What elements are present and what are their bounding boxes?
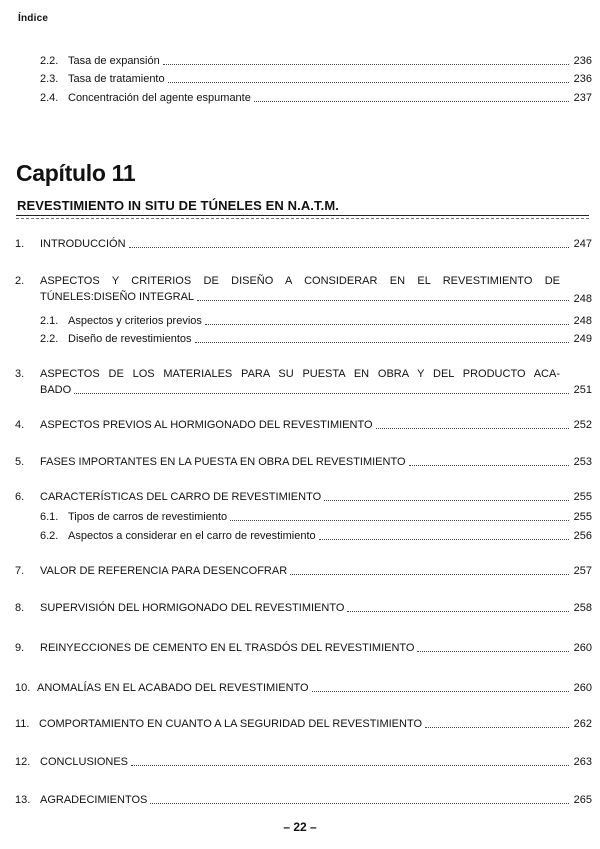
entry-page-number: 249 [573,333,592,345]
entry-title: FASES IMPORTANTES EN LA PUESTA EN OBRA DEL REVESTIMIENTO [40,456,406,468]
entry-title: ASPECTOS PREVIOS AL HORMIGONADO DEL REVESTIMIENTO [40,419,373,431]
entry-number: 7. [15,565,25,577]
entry-page-number: 260 [573,642,592,654]
dot-leader [168,73,569,83]
chapter-divider [16,215,589,216]
entry-page-number: 255 [573,511,592,523]
entry-page-number: 255 [573,491,592,503]
entry-page-number: 260 [573,682,592,694]
toc-entry-2-2b[interactable] [40,333,592,346]
toc-entry-2-3[interactable] [40,73,592,86]
toc-entry-5[interactable] [15,456,592,469]
toc-entry-11[interactable] [15,718,592,731]
entry-page-number: 265 [573,794,592,806]
entry-number: 2.1. [40,315,59,327]
entry-title: COMPORTAMIENTO EN CUANTO A LA SEGURIDAD DEL REVESTIMIENTO [39,718,423,730]
dot-leader [417,642,569,652]
toc-entry-6-2[interactable] [40,530,592,543]
entry-title-line2: BADO [40,384,72,396]
chapter-title: Capítulo 11 [16,160,136,186]
entry-page-number: 236 [573,55,592,67]
entry-page-number: 253 [573,456,592,468]
entry-number: 2.4. [40,92,59,104]
chapter-divider-dashed [16,218,589,219]
dot-leader [376,419,569,429]
entry-title: Tipos de carros de revestimiento [68,511,228,523]
toc-entry-13[interactable] [15,794,592,807]
entry-title: AGRADECIMIENTOS [40,794,148,806]
entry-title: ANOMALÍAS EN EL ACABADO DEL REVESTIMIENTO [37,682,309,694]
entry-number: 6.2. [40,530,59,542]
entry-title: Concentración del agente espumante [68,92,251,104]
entry-title-line2: TÚNELES:DISEÑO INTEGRAL [40,291,195,303]
entry-title: Aspectos y criterios previos [68,315,202,327]
entry-number: 6.1. [40,511,59,523]
entry-number: 8. [15,602,25,614]
entry-page-number: 237 [573,92,592,104]
toc-entry-3-line1[interactable] [15,368,560,381]
dot-leader [312,682,569,692]
dot-leader [425,718,569,728]
entry-number: 12. [15,756,31,768]
dot-leader [290,565,569,575]
entry-page-number: 263 [573,756,592,768]
entry-page-number: 251 [573,384,592,396]
dot-leader [163,55,569,65]
entry-page-number: 248 [573,315,592,327]
toc-entry-6-1[interactable] [40,511,592,524]
dot-leader [347,602,569,612]
dot-leader [150,794,569,804]
page-header: Índice [18,13,49,24]
toc-entry-8[interactable] [15,602,592,615]
entry-title: CARACTERÍSTICAS DEL CARRO DE REVESTIMIENTO [40,491,322,503]
chapter-subtitle: REVESTIMIENTO IN SITU DE TÚNELES EN N.A.T.M. [17,198,339,213]
entry-title: SUPERVISIÓN DEL HORMIGONADO DEL REVESTIMIENTO [40,602,345,614]
entry-page-number: 258 [573,602,592,614]
toc-entry-7[interactable] [15,565,592,578]
entry-title: CONCLUSIONES [40,756,129,768]
toc-entry-9[interactable] [15,642,592,655]
dot-leader [74,384,569,394]
toc-entry-2-line2[interactable] [40,291,592,304]
toc-entry-2-line1[interactable] [15,275,560,288]
dot-leader [197,291,569,301]
entry-title-line1: ASPECTOS DE LOS MATERIALES PARA SU PUESTA EN OBRA Y DEL PRODUCTO ACA- [40,368,560,380]
dot-leader [195,333,569,343]
entry-title: VALOR DE REFERENCIA PARA DESENCOFRAR [40,565,288,577]
toc-entry-12[interactable] [15,756,592,769]
toc-entry-2-4[interactable] [40,92,592,105]
dot-leader [409,456,569,466]
toc-entry-2-2[interactable] [40,55,592,68]
entry-title: REINYECCIONES DE CEMENTO EN EL TRASDÓS DEL REVESTIMIENTO [40,642,415,654]
entry-page-number: 256 [573,530,592,542]
entry-number: 3. [15,368,25,380]
entry-number: 6. [15,491,25,503]
toc-entry-4[interactable] [15,419,592,432]
toc-entry-2-1[interactable] [40,315,592,328]
toc-entry-3-line2[interactable] [40,384,592,397]
dot-leader [131,756,569,766]
dot-leader [129,238,569,248]
dot-leader [205,315,569,325]
entry-title: Tasa de tratamiento [68,73,165,85]
entry-number: 11. [15,718,30,730]
entry-number: 2.3. [40,73,59,85]
entry-number: 2.2. [40,333,59,345]
entry-title: Tasa de expansión [68,55,160,67]
entry-page-number: 262 [573,718,592,730]
entry-number: 10. [15,682,31,694]
dot-leader [324,491,569,501]
entry-title: Diseño de revestimientos [68,333,192,345]
entry-page-number: 257 [573,565,592,577]
entry-number: 2. [15,275,25,287]
entry-title-line1: ASPECTOS Y CRITERIOS DE DISEÑO A CONSIDERAR EN EL REVESTIMIENTO DE [40,275,560,287]
toc-entry-10[interactable] [15,682,592,695]
entry-number: 5. [15,456,25,468]
entry-page-number: 236 [573,73,592,85]
dot-leader [319,530,569,540]
entry-page-number: 252 [573,419,592,431]
dot-leader [254,92,569,102]
toc-entry-1[interactable] [15,238,592,251]
page-number-footer: – 22 – [283,820,317,834]
entry-number: 2.2. [40,55,59,67]
entry-number: 13. [15,794,31,806]
entry-title: INTRODUCCIÓN [40,238,126,250]
toc-entry-6[interactable] [15,491,592,504]
entry-number: 1. [15,238,25,250]
entry-number: 9. [15,642,25,654]
entry-page-number: 247 [573,238,592,250]
entry-title: Aspectos a considerar en el carro de revestimiento [68,530,316,542]
dot-leader [230,511,569,521]
entry-page-number: 248 [573,293,592,305]
entry-number: 4. [15,419,25,431]
